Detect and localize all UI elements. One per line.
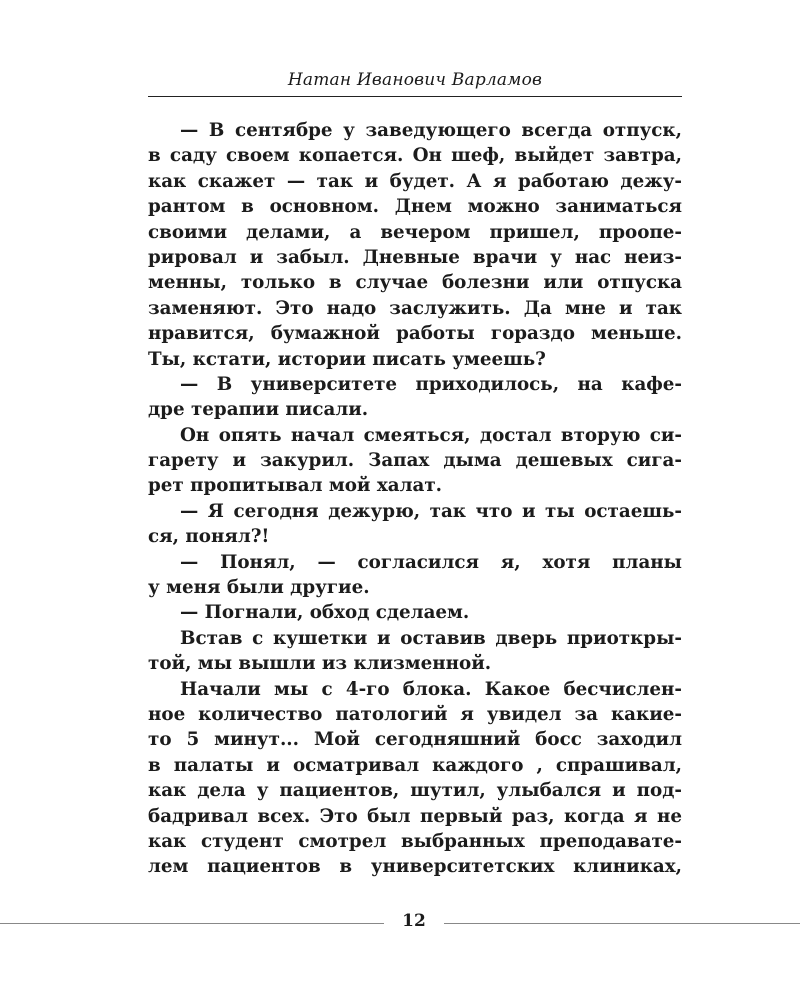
text-line: заменяют. Это надо заслужить. Да мне и так <box>148 297 682 319</box>
text-line: Встав с кушетки и оставив дверь приоткры- <box>180 627 682 649</box>
text-line: рировал и забыл. Дневные врачи у нас неиз- <box>148 246 682 268</box>
text-line: как дела у пациентов, шутил, улыбался и под- <box>148 780 682 802</box>
text-line: рет пропитывал мой халат. <box>148 475 443 497</box>
page-body-text <box>148 118 682 880</box>
text-line: как студент смотрел выбранных преподавате- <box>148 830 682 852</box>
text-line: — В сентябре у заведующего всегда отпуск, <box>180 120 682 141</box>
page-number: 12 <box>402 911 426 931</box>
header-divider <box>148 96 682 97</box>
text-line: бадривал всех. Это был первый раз, когда я не <box>148 805 682 827</box>
text-line: ное количество патологий я увидел за какие- <box>148 703 682 725</box>
text-line: как скажет — так и будет. А я работаю дежу- <box>148 170 682 192</box>
text-line: менны, только в случае болезни или отпуска <box>148 272 682 294</box>
text-line: дре терапии писали. <box>148 399 369 421</box>
text-line: — Погнали, обход сделаем. <box>180 602 470 624</box>
text-line: в палаты и осматривал каждого , спрашивал, <box>148 754 682 776</box>
text-line: гарету и закурил. Запах дыма дешевых сига- <box>148 450 682 472</box>
text-line: ся, понял?! <box>148 526 270 548</box>
text-line: то 5 минут... Мой сегодняшний босс заходил <box>148 729 682 751</box>
footer-divider-right <box>444 923 800 924</box>
text-line: у меня были другие. <box>148 577 370 599</box>
footer-divider-left <box>0 923 384 924</box>
text-line: — Я сегодня дежурю, так что и ты остаешь- <box>180 500 682 522</box>
text-line: — В университете приходилось, на кафе- <box>180 373 682 395</box>
text-line: — Понял, — согласился я, хотя планы <box>180 551 682 573</box>
text-line: Он опять начал смеяться, достал вторую си- <box>180 424 682 446</box>
running-head-title: Натан Иванович Варламов <box>287 70 543 90</box>
text-line: Ты, кстати, истории писать умеешь? <box>148 348 546 370</box>
text-line: в саду своем копается. Он шеф, выйдет завтра, <box>148 145 682 167</box>
text-line: рантом в основном. Днем можно заниматься <box>148 196 682 218</box>
text-line: своими делами, а вечером пришел, проопе- <box>148 221 682 243</box>
text-line: нравится, бумажной работы гораздо меньше. <box>148 323 682 345</box>
text-line: той, мы вышли из клизменной. <box>148 653 492 675</box>
text-line: Начали мы с 4-го блока. Какое бесчислен- <box>180 678 682 700</box>
text-line: лем пациентов в университетских клиниках, <box>148 856 682 878</box>
